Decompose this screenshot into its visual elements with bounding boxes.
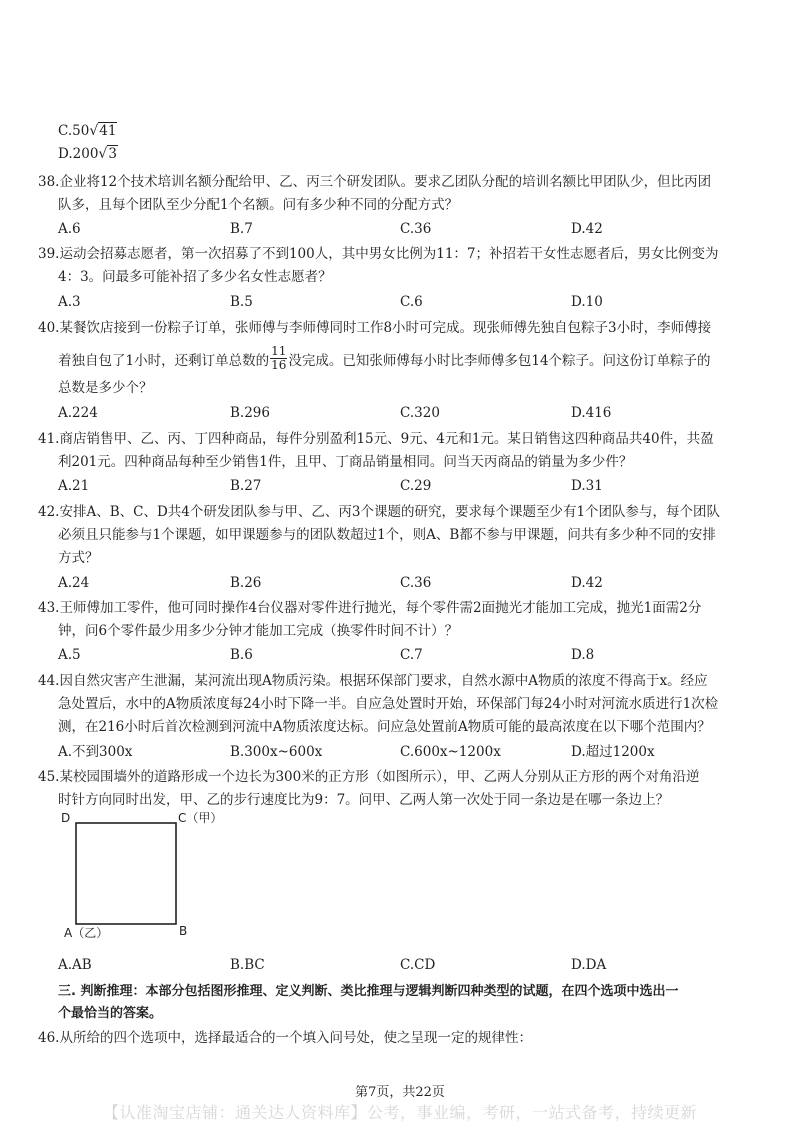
q44-option-d: D.超过1200x xyxy=(571,744,655,760)
q41-option-c: C.29 xyxy=(400,478,432,494)
q41-options xyxy=(58,476,758,496)
q41-option-b: B.27 xyxy=(230,478,262,494)
q40-fraction: $\frac{11}{16}$ xyxy=(271,344,287,372)
q39-option-a: A.3 xyxy=(58,294,81,310)
q43-option-d: D.8 xyxy=(571,647,595,663)
vertex-label-b: B xyxy=(179,924,188,938)
q37-option-c: C.50√41 xyxy=(58,123,117,139)
q45-options xyxy=(58,955,758,975)
q39-option-d: D.10 xyxy=(571,294,603,310)
q42-text-line-1: 42.安排A、B、C、D共4个研发团队参与甲、乙、丙3个课题的研究，要求每个课题至少有1个团队参与，每个团队 xyxy=(38,504,721,520)
q42-option-c: C.36 xyxy=(400,575,432,591)
q42-text-line-3: 方式？ xyxy=(58,550,99,566)
q40-text-line-2: 着独自包了1小时，还剩订单总数的 $\frac{11}{16}$ 没完成。已知张师傅每小时比李师傅多包14个粽子。问这份订单粽子的 xyxy=(58,344,711,372)
q39-option-b: B.5 xyxy=(230,294,253,310)
q43-option-a: A.5 xyxy=(58,647,81,663)
vertex-label-a: A（乙） xyxy=(64,926,109,940)
square-road-diagram xyxy=(56,806,223,946)
q38-option-a: A.6 xyxy=(58,221,81,237)
q43-options xyxy=(58,645,758,665)
q43-text-line-1: 43.王师傅加工零件，他可同时操作4台仪器对零件进行抛光，每个零件需2面抛光才能加工完成，抛光1面需2分 xyxy=(38,600,702,616)
q43-option-c: C.7 xyxy=(400,647,423,663)
q40-option-d: D.416 xyxy=(571,405,612,421)
section-3-heading-line-2: 个最恰当的答案。 xyxy=(58,1006,163,1021)
q43-text-line-2: 钟，问6个零件最少用多少分钟才能加工完成（换零件时间不计）？ xyxy=(58,623,459,639)
q42-option-b: B.26 xyxy=(230,575,262,591)
q45-option-d: D.DA xyxy=(571,957,607,973)
q37-option-d: D.200√3 xyxy=(58,146,117,162)
q42-option-a: A.24 xyxy=(58,575,90,591)
q42-option-d: D.42 xyxy=(571,575,603,591)
q41-option-a: A.21 xyxy=(58,478,90,494)
q44-option-a: A.不到300x xyxy=(58,744,133,760)
q41-option-d: D.31 xyxy=(571,478,603,494)
q40-option-c: C.320 xyxy=(400,405,440,421)
q38-text-line-2: 队多，且每个团队至少分配1个名额。问有多少种不同的分配方式？ xyxy=(58,197,459,213)
q38-text-line-1: 38.企业将12个技术培训名额分配给甲、乙、丙三个研发团队。要求乙团队分配的培训名额比甲团队少，但比丙团 xyxy=(38,174,712,190)
q45-option-b: B.BC xyxy=(230,957,265,973)
page-number: 第7页，共22页 xyxy=(355,1085,445,1100)
vertex-label-d: D xyxy=(61,811,71,825)
q44-options xyxy=(58,742,758,762)
q44-text-line-1: 44.因自然灾害产生泄漏，某河流出现A物质污染。根据环保部门要求，自然水源中A物质的浓度不得高于x。经应 xyxy=(38,673,708,689)
q41-text-line-1: 41.商店销售甲、乙、丙、丁四种商品，每件分别盈利15元、9元、4元和1元。某日销售这四种商品共40件，共盈 xyxy=(38,431,714,447)
q45-option-a: A.AB xyxy=(58,957,92,973)
q39-options xyxy=(58,292,758,312)
q44-text-line-3: 测，在216小时后首次检测到河流中A物质浓度达标。问应急处置前A物质可能的最高浓度在以下哪个范围内？ xyxy=(58,719,711,735)
q44-text-line-2: 急处置后，水中的A物质浓度每24小时下降一半。自应急处置时开始，环保部门每24小时对河流水质进行1次检 xyxy=(58,696,719,712)
square-shape xyxy=(56,806,216,946)
q41-text-line-2: 利201元。四种商品每种至少销售1件，且甲、丁商品销量相同。问当天丙商品的销量为多少件？ xyxy=(58,454,633,470)
q38-option-d: D.42 xyxy=(571,221,603,237)
q40-text-line-1: 40.某餐饮店接到一份粽子订单，张师傅与李师傅同时工作8小时可完成。现张师傅先独自包粽子3小时，李师傅接 xyxy=(38,320,712,336)
q38-options xyxy=(58,219,758,239)
q40-option-b: B.296 xyxy=(230,405,270,421)
q39-option-c: C.6 xyxy=(400,294,423,310)
q38-option-b: B.7 xyxy=(230,221,253,237)
q44-option-b: B.300x~600x xyxy=(230,744,323,760)
q45-text-line-2: 时针方向同时出发，甲、乙的步行速度比为9：7。问甲、乙两人第一次处于同一条边是在哪一条边上？ xyxy=(58,792,670,808)
q46-text: 46.从所给的四个选项中，选择最适合的一个填入问号处，使之呈现一定的规律性： xyxy=(38,1030,532,1046)
section-3-heading-line-1: 三. 判断推理：本部分包括图形推理、定义判断、类比推理与逻辑判断四种类型的试题，在四个选项中选出一 xyxy=(58,984,679,999)
q40-option-a: A.224 xyxy=(58,405,98,421)
q39-text-line-2: 4：3。问最多可能补招了多少名女性志愿者？ xyxy=(58,269,332,285)
vertex-label-c: C（甲） xyxy=(178,811,223,825)
q43-option-b: B.6 xyxy=(230,647,253,663)
watermark-text: 【认准淘宝店铺：通关达人资料库】公考，事业编，考研，一站式备考，持续更新 xyxy=(102,1103,697,1122)
q45-option-c: C.CD xyxy=(400,957,436,973)
q40-text-line-3: 总数是多少个？ xyxy=(58,380,153,396)
q38-option-c: C.36 xyxy=(400,221,432,237)
q44-option-c: C.600x~1200x xyxy=(400,744,501,760)
q39-text-line-1: 39.运动会招募志愿者，第一次招募了不到100人，其中男女比例为11：7；补招若干女性志愿者后，男女比例变为 xyxy=(38,246,719,262)
q45-text-line-1: 45.某校园围墙外的道路形成一个边长为300米的正方形（如图所示），甲、乙两人分别从正方形的两个对角沿逆 xyxy=(38,769,700,785)
q40-options xyxy=(58,403,758,423)
q42-options xyxy=(58,573,758,593)
q42-text-line-2: 必须且只能参与1个课题，如甲课题参与的团队数超过1个，则A、B都不参与甲课题，问共有多少种不同的安排 xyxy=(58,527,716,543)
